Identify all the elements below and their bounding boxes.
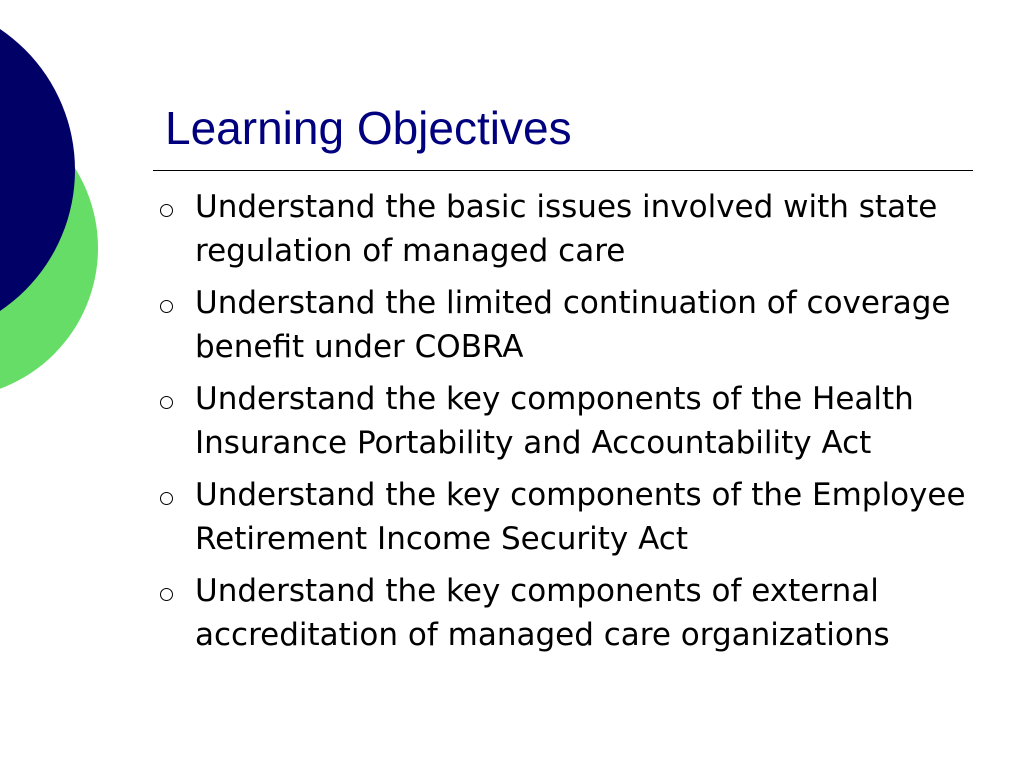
list-item xyxy=(156,378,996,465)
hollow-circle-icon xyxy=(160,588,173,601)
list-item xyxy=(156,474,996,561)
bullet-text: Understand the key components of the Employee Retirement Income Security Act xyxy=(195,477,966,557)
objectives-list xyxy=(156,186,996,657)
title-divider xyxy=(153,170,973,171)
list-item xyxy=(156,282,996,369)
hollow-circle-icon xyxy=(160,492,173,505)
bullet-text: Understand the basic issues involved with state regulation of managed care xyxy=(195,189,938,269)
hollow-circle-icon xyxy=(160,396,173,409)
list-item xyxy=(156,570,996,657)
bullet-text: Understand the key components of external accreditation of managed care organizations xyxy=(195,573,890,653)
list-item xyxy=(156,186,996,273)
hollow-circle-icon xyxy=(160,300,173,313)
hollow-circle-icon xyxy=(160,204,173,217)
bullet-text: Understand the key components of the Health Insurance Portability and Accountability Act xyxy=(195,381,914,461)
decorative-circles xyxy=(0,0,120,420)
bullet-text: Understand the limited continuation of coverage benefit under COBRA xyxy=(195,285,951,365)
slide-title: Learning Objectives xyxy=(165,102,572,154)
